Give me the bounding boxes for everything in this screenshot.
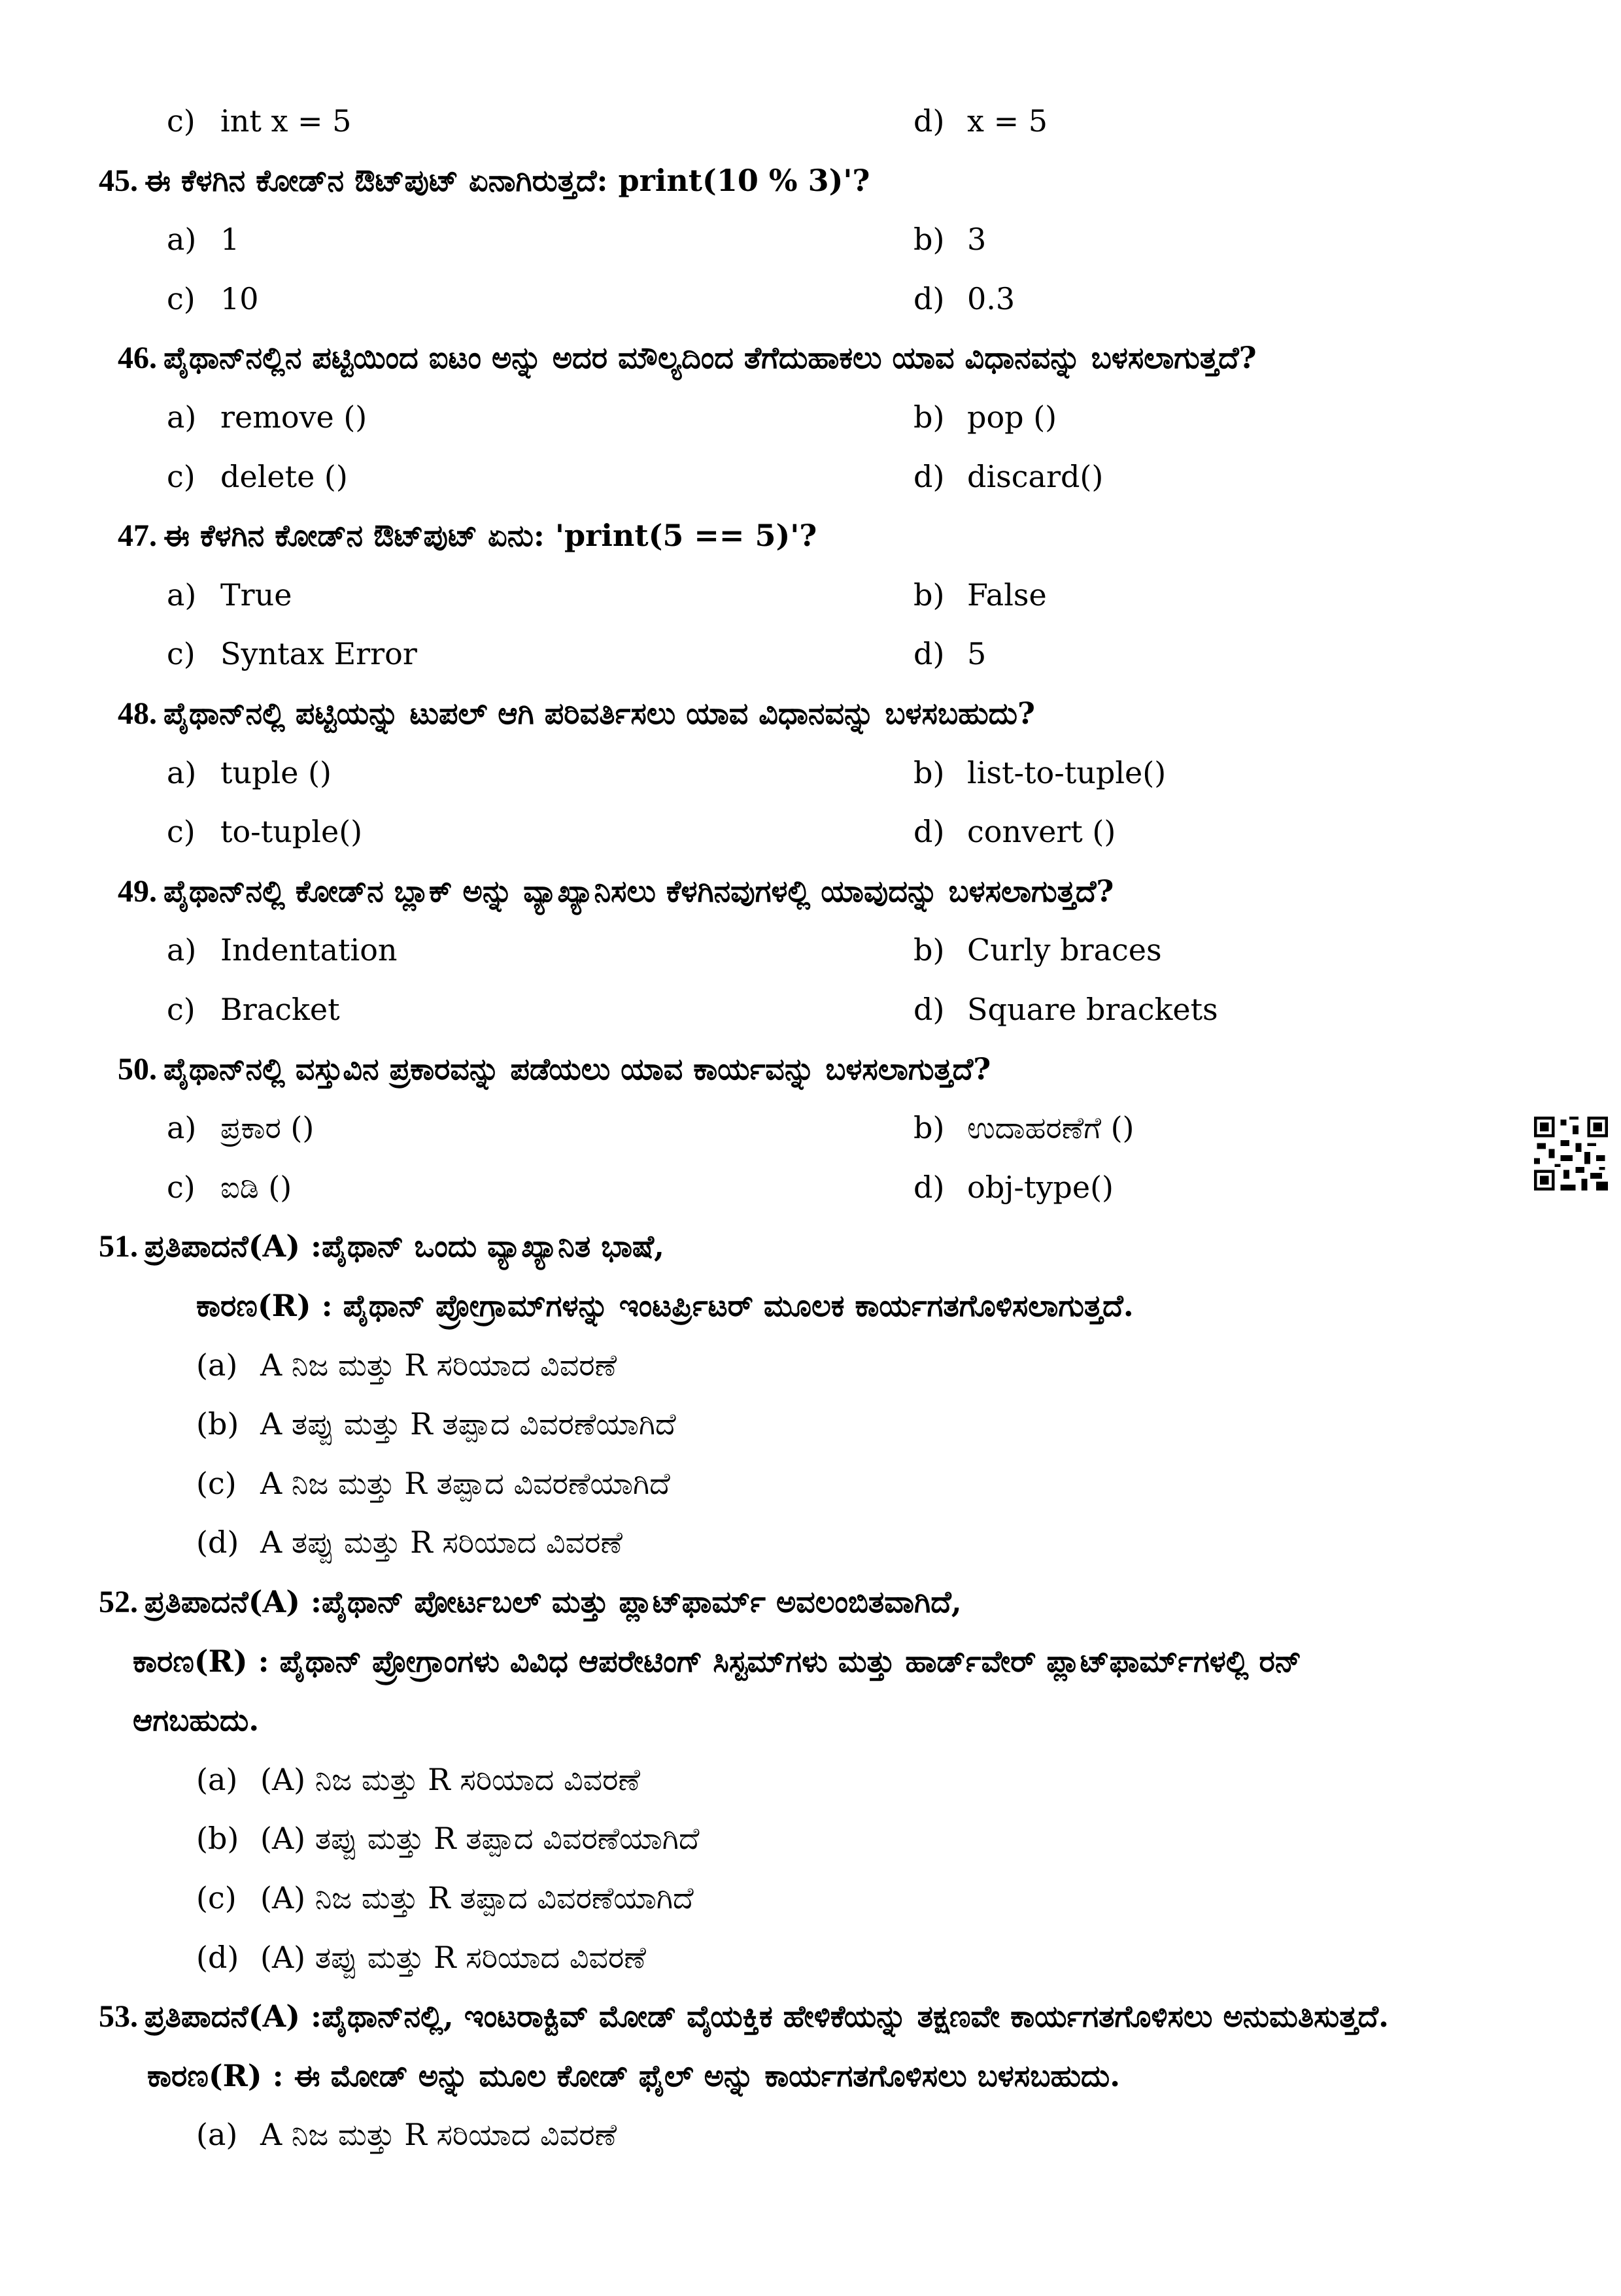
option-c bbox=[167, 101, 351, 141]
option-d bbox=[913, 812, 1116, 851]
option-c bbox=[167, 812, 362, 851]
question-number: 45. bbox=[99, 163, 138, 198]
option-c bbox=[167, 990, 340, 1029]
option-label: c) bbox=[167, 636, 196, 672]
option-label: c) bbox=[167, 992, 196, 1027]
reason-text: ಕಾರಣ(R) : ಈ ಮೋಡ್ ಅನ್ನು ಮೂಲ ಕೋಡ್ ಫೈಲ್ ಅನ್ನು ಕಾರ್ಯಗತಗೊಳಿಸಲು ಬಳಸಬಹುದು. bbox=[147, 2057, 1121, 2093]
reason-text: ಕಾರಣ(R) : ಪೈಥಾನ್ ಪ್ರೋಗ್ರಾಮ್‌ಗಳನ್ನು ಇಂಟರ್ಪ್ರಿಟರ್ ಮೂಲಕ ಕಾರ್ಯಗತಗೊಳಿಸಲಾಗುತ್ತದೆ. bbox=[196, 1288, 1134, 1323]
option-label: a) bbox=[167, 932, 197, 968]
option-d bbox=[913, 279, 1015, 318]
question-53 bbox=[99, 1997, 1389, 2036]
option-b bbox=[913, 575, 1047, 615]
option-c bbox=[196, 1464, 670, 1503]
option-text: Syntax Error bbox=[220, 636, 417, 672]
option-text: delete () bbox=[220, 458, 348, 494]
option-d bbox=[913, 101, 1048, 141]
option-text: int x = 5 bbox=[220, 103, 352, 139]
question-text: ಈ ಕೆಳಗಿನ ಕೋಡ್‌ನ ಔಟ್‌ಪುಟ್ ಏನಾಗಿರುತ್ತದೆ: print(10 % 3)'? bbox=[145, 162, 870, 198]
option-text: x = 5 bbox=[967, 103, 1048, 139]
option-d bbox=[913, 634, 986, 673]
option-d bbox=[913, 457, 1103, 496]
option-a bbox=[167, 753, 332, 792]
option-text: list-to-tuple() bbox=[967, 754, 1167, 790]
question-text: ಪೈಥಾನ್‌ನಲ್ಲಿ ವಸ್ತುವಿನ ಪ್ರಕಾರವನ್ನು ಪಡೆಯಲು ಯಾವ ಕಾರ್ಯವನ್ನು ಬಳಸಲಾಗುತ್ತದೆ? bbox=[163, 1051, 991, 1087]
option-d bbox=[196, 1938, 646, 1977]
option-a bbox=[196, 2115, 617, 2154]
option-label: (a) bbox=[196, 2117, 238, 2153]
question-number: 51. bbox=[99, 1229, 138, 1264]
option-label: d) bbox=[913, 1169, 945, 1205]
question-45 bbox=[99, 161, 870, 201]
option-text: A ತಪ್ಪು ಮತ್ತು R ಸರಿಯಾದ ವಿವರಣೆ bbox=[260, 1525, 623, 1561]
option-text: A ನಿಜ ಮತ್ತು R ಸರಿಯಾದ ವಿವರಣೆ bbox=[260, 1347, 617, 1383]
option-a bbox=[196, 1760, 640, 1799]
option-text: (A) ನಿಜ ಮತ್ತು R ಸರಿಯಾದ ವಿವರಣೆ bbox=[260, 1761, 640, 1797]
option-label: (b) bbox=[196, 1406, 239, 1442]
option-text: obj-type() bbox=[967, 1169, 1114, 1205]
option-label: c) bbox=[167, 458, 196, 494]
option-label: (b) bbox=[196, 1821, 239, 1857]
option-text: 0.3 bbox=[967, 280, 1015, 316]
question-50 bbox=[118, 1049, 991, 1089]
option-label: d) bbox=[913, 636, 945, 672]
option-text: Curly braces bbox=[967, 932, 1162, 968]
option-text: A ನಿಜ ಮತ್ತು R ತಪ್ಪಾದ ವಿವರಣೆಯಾಗಿದೆ bbox=[260, 1465, 670, 1501]
question-number: 53. bbox=[99, 1999, 138, 2034]
question-51 bbox=[99, 1226, 664, 1266]
question-number: 49. bbox=[118, 873, 157, 909]
option-text: (A) ತಪ್ಪು ಮತ್ತು R ಸರಿಯಾದ ವಿವರಣೆ bbox=[260, 1939, 646, 1975]
option-label: d) bbox=[913, 458, 945, 494]
question-number: 48. bbox=[118, 696, 157, 731]
option-c bbox=[167, 279, 259, 318]
option-text: Bracket bbox=[220, 992, 340, 1027]
option-a bbox=[167, 575, 292, 615]
option-text: 1 bbox=[220, 222, 240, 258]
option-text: pop () bbox=[967, 399, 1057, 435]
reason-text: ಕಾರಣ(R) : ಪೈಥಾನ್ ಪ್ರೋಗ್ರಾಂಗಳು ವಿವಿಧ ಆಪರೇಟಿಂಗ್ ಸಿಸ್ಟಮ್‌ಗಳು ಮತ್ತು ಹಾರ್ಡ್‌ವೇರ್ ಪ್ಲಾಟ್‌ಫಾರ್ಮ್‌ಗಳಲ್ಲಿ ರನ್ bbox=[133, 1643, 1302, 1679]
option-a bbox=[196, 1345, 617, 1385]
assertion-text: ಪ್ರತಿಪಾದನೆ(A) :ಪೈಥಾನ್ ಪೋರ್ಟಬಲ್ ಮತ್ತು ಪ್ಲಾಟ್‌ಫಾರ್ಮ್ ಅವಲಂಬಿತವಾಗಿದೆ, bbox=[145, 1584, 962, 1619]
qr-code-icon bbox=[1533, 1117, 1609, 1190]
question-text: ಪೈಥಾನ್‌ನಲ್ಲಿನ ಪಟ್ಟಿಯಿಂದ ಐಟಂ ಅನ್ನು ಅದರ ಮೌಲ್ಯದಿಂದ ತೆಗೆದುಹಾಕಲು ಯಾವ ವಿಧಾನವನ್ನು ಬಳಸಲಾಗುತ್ತದೆ? bbox=[163, 340, 1257, 376]
option-label: b) bbox=[913, 399, 945, 435]
option-d bbox=[196, 1523, 623, 1562]
option-text: A ನಿಜ ಮತ್ತು R ಸರಿಯಾದ ವಿವರಣೆ bbox=[260, 2117, 617, 2153]
option-text: (A) ನಿಜ ಮತ್ತು R ತಪ್ಪಾದ ವಿವರಣೆಯಾಗಿದೆ bbox=[260, 1880, 694, 1916]
option-text: True bbox=[220, 577, 292, 613]
option-b bbox=[913, 220, 986, 259]
option-c bbox=[167, 1168, 292, 1207]
option-b bbox=[196, 1404, 676, 1443]
option-label: b) bbox=[913, 577, 945, 613]
question-text: ಪೈಥಾನ್‌ನಲ್ಲಿ ಪಟ್ಟಿಯನ್ನು ಟುಪಲ್ ಆಗಿ ಪರಿವರ್ತಿಸಲು ಯಾವ ವಿಧಾನವನ್ನು ಬಳಸಬಹುದು? bbox=[163, 696, 1035, 731]
question-48 bbox=[118, 694, 1035, 734]
option-text: ಪ್ರಕಾರ () bbox=[220, 1110, 315, 1146]
option-label: d) bbox=[913, 103, 945, 139]
option-text: convert () bbox=[967, 814, 1116, 850]
option-a bbox=[167, 930, 398, 970]
option-label: c) bbox=[167, 814, 196, 850]
assertion-text: ಪ್ರತಿಪಾದನೆ(A) :ಪೈಥಾನ್‌ನಲ್ಲಿ, ಇಂಟರಾಕ್ಟಿವ್ ಮೋಡ್ ವೈಯಕ್ತಿಕ ಹೇಳಿಕೆಯನ್ನು ತಕ್ಷಣವೇ ಕಾರ್ಯಗತಗೊಳಿಸಲು ಅನುಮತಿಸುತ್ತದೆ. bbox=[145, 1999, 1390, 2034]
option-c bbox=[167, 634, 417, 673]
option-label: a) bbox=[167, 1110, 197, 1146]
option-label: b) bbox=[913, 932, 945, 968]
option-label: (d) bbox=[196, 1939, 239, 1975]
option-text: 3 bbox=[967, 222, 987, 258]
option-text: 10 bbox=[220, 280, 259, 316]
question-49 bbox=[118, 871, 1114, 911]
question-text: ಪೈಥಾನ್‌ನಲ್ಲಿ ಕೋಡ್‌ನ ಬ್ಲಾಕ್ ಅನ್ನು ವ್ಯಾಖ್ಯಾನಿಸಲು ಕೆಳಗಿನವುಗಳಲ್ಲಿ ಯಾವುದನ್ನು ಬಳಸಲಾಗುತ್ತದೆ? bbox=[163, 873, 1114, 909]
option-b bbox=[913, 930, 1162, 970]
option-label: c) bbox=[167, 1169, 196, 1205]
question-47 bbox=[118, 516, 817, 556]
option-b bbox=[913, 753, 1166, 792]
option-c bbox=[196, 1878, 694, 1917]
question-number: 47. bbox=[118, 518, 157, 554]
option-c bbox=[167, 457, 348, 496]
option-a bbox=[167, 397, 367, 437]
option-label: (c) bbox=[196, 1465, 237, 1501]
option-label: a) bbox=[167, 754, 197, 790]
option-text: remove () bbox=[220, 399, 367, 435]
option-label: c) bbox=[167, 280, 196, 316]
option-label: b) bbox=[913, 222, 945, 258]
option-b bbox=[913, 397, 1057, 437]
option-label: b) bbox=[913, 1110, 945, 1146]
option-label: a) bbox=[167, 222, 197, 258]
option-text: (A) ತಪ್ಪು ಮತ್ತು R ತಪ್ಪಾದ ವಿವರಣೆಯಾಗಿದೆ bbox=[260, 1821, 700, 1857]
option-text: discard() bbox=[967, 458, 1104, 494]
option-a bbox=[167, 1108, 314, 1147]
question-number: 52. bbox=[99, 1585, 138, 1619]
option-label: b) bbox=[913, 754, 945, 790]
option-d bbox=[913, 1168, 1114, 1207]
question-number: 46. bbox=[118, 341, 157, 376]
option-text: Indentation bbox=[220, 932, 398, 968]
option-d bbox=[913, 990, 1218, 1029]
option-text: ಐಡಿ () bbox=[220, 1169, 292, 1205]
option-label: a) bbox=[167, 577, 197, 613]
option-b bbox=[196, 1819, 700, 1858]
reason-text: ಆಗಬಹುದು. bbox=[133, 1702, 260, 1738]
option-label: c) bbox=[167, 103, 196, 139]
option-label: (a) bbox=[196, 1761, 238, 1797]
option-label: (d) bbox=[196, 1525, 239, 1561]
option-label: (c) bbox=[196, 1880, 237, 1916]
question-text: ಈ ಕೆಳಗಿನ ಕೋಡ್‌ನ ಔಟ್‌ಪುಟ್ ಏನು: 'print(5 == 5)'? bbox=[163, 518, 817, 554]
option-text: ಉದಾಹರಣೆಗೆ () bbox=[967, 1110, 1135, 1146]
option-text: Square brackets bbox=[967, 992, 1218, 1027]
option-text: False bbox=[967, 577, 1047, 613]
option-text: 5 bbox=[967, 636, 987, 672]
question-46 bbox=[118, 338, 1257, 378]
option-label: (a) bbox=[196, 1347, 238, 1383]
assertion-text: ಪ್ರತಿಪಾದನೆ(A) :ಪೈಥಾನ್ ಒಂದು ವ್ಯಾಖ್ಯಾನಿತ ಭಾಷೆ, bbox=[145, 1228, 665, 1264]
option-label: d) bbox=[913, 992, 945, 1027]
option-b bbox=[913, 1108, 1135, 1147]
option-text: to-tuple() bbox=[220, 814, 363, 850]
question-52 bbox=[99, 1582, 962, 1622]
option-a bbox=[167, 220, 239, 259]
option-text: tuple () bbox=[220, 754, 332, 790]
option-text: A ತಪ್ಪು ಮತ್ತು R ತಪ್ಪಾದ ವಿವರಣೆಯಾಗಿದೆ bbox=[260, 1406, 676, 1442]
option-label: d) bbox=[913, 814, 945, 850]
option-label: a) bbox=[167, 399, 197, 435]
option-label: d) bbox=[913, 280, 945, 316]
question-number: 50. bbox=[118, 1051, 157, 1087]
